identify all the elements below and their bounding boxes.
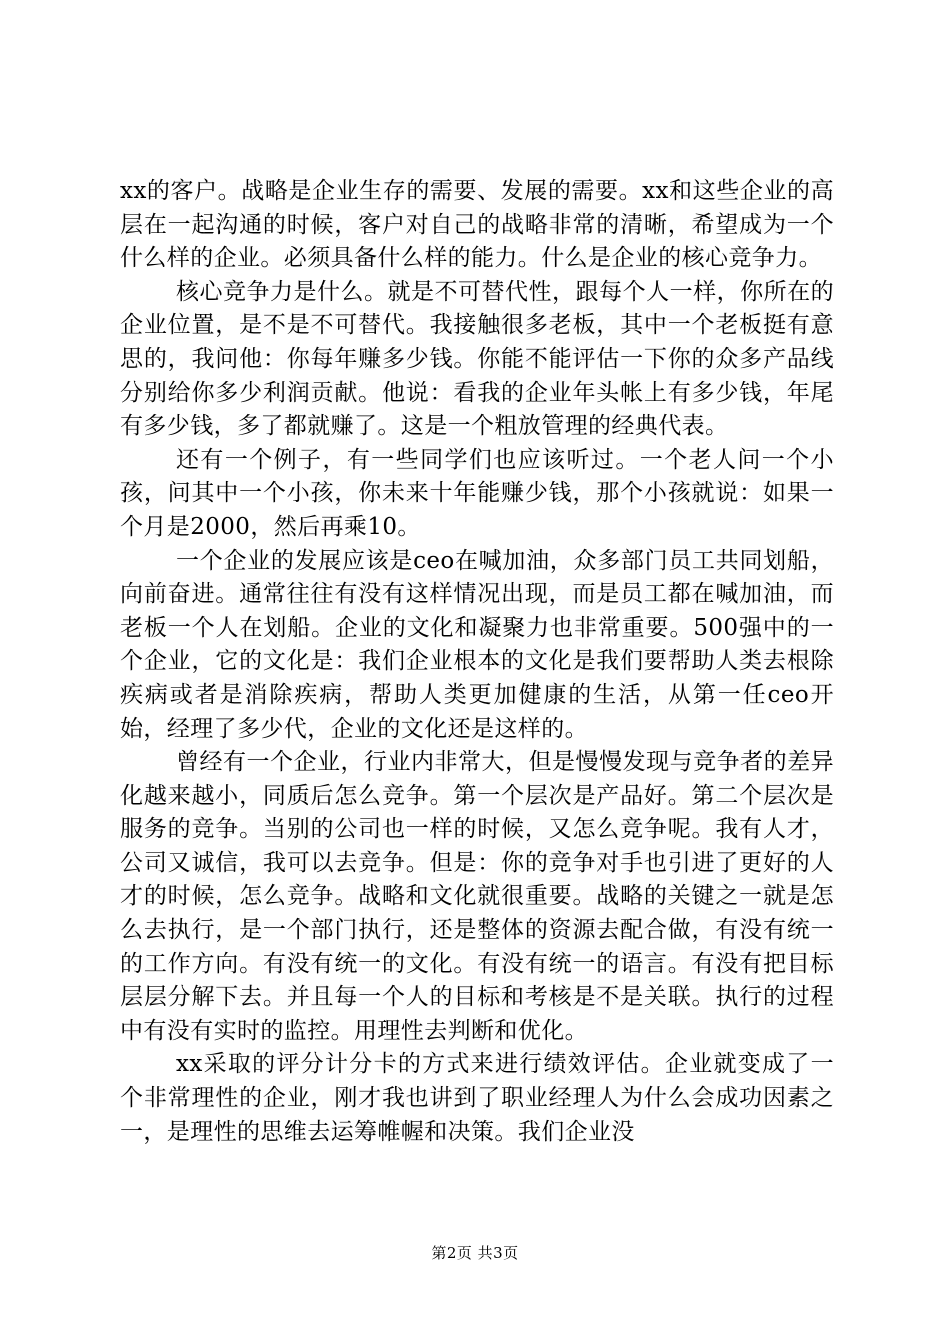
paragraph-1: xx的客户。战略是企业生存的需要、发展的需要。xx和这些企业的高层在一起沟通的时候，客户对自己的战略非常的清晰，希望成为一个什么样的企业。必须具备什么样的能力。什么是企业的核心竞争力。 [120, 178, 834, 272]
paragraph-4: 一个企业的发展应该是ceo在喊加油，众多部门员工共同划船，向前奋进。通常往往有没有这样情况出现，而是员工都在喊加油，而老板一个人在划船。企业的文化和凝聚力也非常重要。500强中的一个企业，它的文化是：我们企业根本的文化是我们要帮助人类去根除疾病或者是消除疾病，帮助人类更加健康的生活，从第一任ceo开始，经理了多少代，企业的文化还是这样的。 [120, 547, 834, 742]
page-number-footer: 第2页 共3页 [431, 1244, 519, 1262]
paragraph-6: xx采取的评分计分卡的方式来进行绩效评估。企业就变成了一个非常理性的企业，刚才我也讲到了职业经理人为什么会成功因素之一，是理性的思维去运筹帷幄和决策。我们企业没 [120, 1051, 834, 1145]
paragraph-3: 还有一个例子，有一些同学们也应该听过。一个老人问一个小孩，问其中一个小孩，你未来十年能赚少钱，那个小孩就说：如果一个月是2000，然后再乘10。 [120, 446, 834, 540]
document-body [120, 175, 834, 1149]
paragraph-2: 核心竞争力是什么。就是不可替代性，跟每个人一样，你所在的企业位置，是不是不可替代。我接触很多老板，其中一个老板挺有意思的，我问他：你每年赚多少钱。你能不能评估一下你的众多产品线分别给你多少利润贡献。他说：看我的企业年头帐上有多少钱，年尾有多少钱，多了都就赚了。这是一个粗放管理的经典代表。 [120, 278, 834, 440]
paragraph-5: 曾经有一个企业，行业内非常大，但是慢慢发现与竞争者的差异化越来越小，同质后怎么竞争。第一个层次是产品好。第二个层次是服务的竞争。当别的公司也一样的时候，又怎么竞争呢。我有人才，公司又诚信，我可以去竞争。但是：你的竞争对手也引进了更好的人才的时候，怎么竞争。战略和文化就很重要。战略的关键之一就是怎么去执行，是一个部门执行，还是整体的资源去配合做，有没有统一的工作方向。有没有统一的文化。有没有统一的语言。有没有把目标层层分解下去。并且每一个人的目标和考核是不是关联。执行的过程中有没有实时的监控。用理性去判断和优化。 [120, 749, 834, 1044]
